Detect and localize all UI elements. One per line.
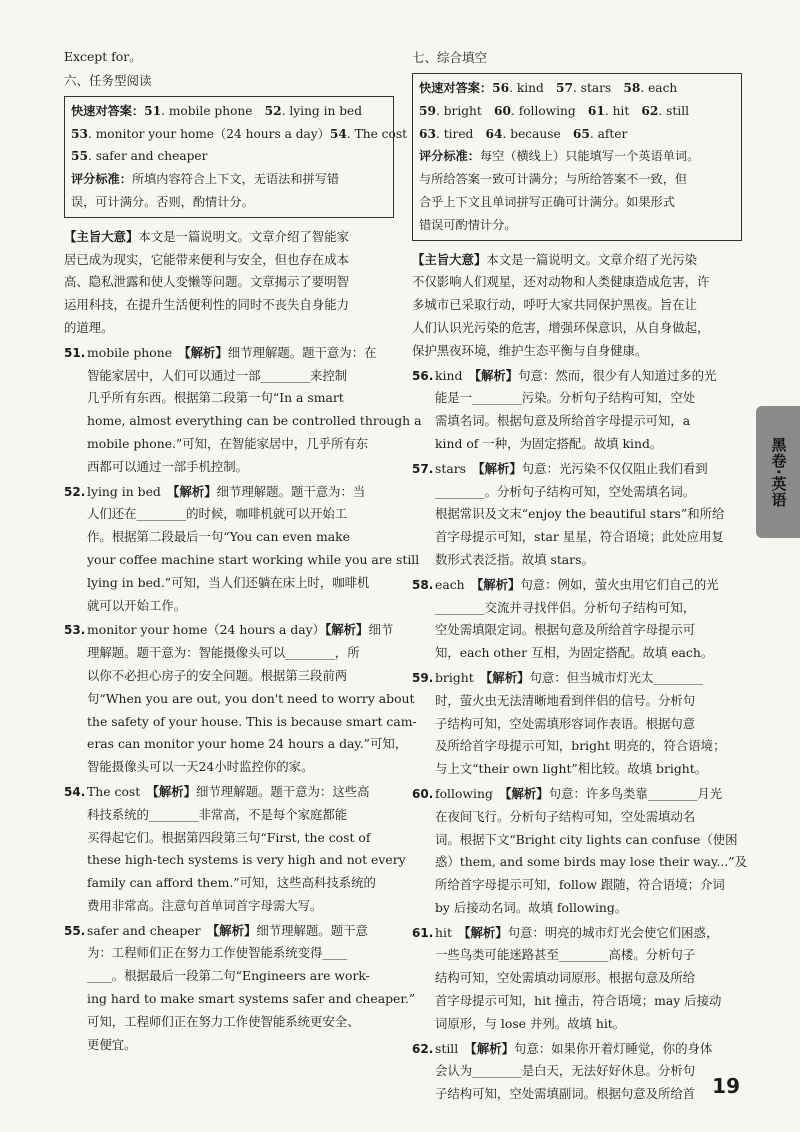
item-number: 55. (64, 923, 86, 938)
item-line (64, 365, 394, 388)
text-run: 【解析】 (152, 783, 197, 799)
item-first-line (412, 365, 742, 388)
item-first-line (412, 574, 742, 597)
item-line (64, 756, 394, 779)
answer-item (64, 481, 420, 618)
item-line (412, 967, 742, 990)
text-run: 53 (71, 126, 88, 141)
text-run: 误，可计满分。否则，酌情计分。 (71, 194, 254, 209)
text-run: 【解析】 (477, 576, 521, 592)
text-line (71, 191, 387, 214)
text-run: 64 (485, 126, 503, 141)
text-run: 细节理解题。题干意 (256, 922, 368, 938)
item-line (64, 1034, 394, 1057)
text-run: 结构可知，空处需填动词原形。根据句意及所给 (435, 970, 696, 986)
text-run: 【解析】 (212, 922, 257, 938)
text-run: 时，萤火虫无法清晰地看到伴侣的信号。分析句 (435, 692, 696, 708)
answer-item (412, 574, 742, 665)
text-line (64, 226, 394, 249)
text-line (419, 77, 735, 100)
text-run: 56 (492, 81, 510, 95)
section-title-cloze: 七、综合填空 (412, 50, 488, 65)
item-line (412, 597, 742, 620)
text-run: 59 (419, 103, 436, 118)
text-run: stars (435, 460, 479, 476)
text-run: 词原形，与 lose 并列。故填 hit。 (435, 1015, 626, 1031)
item-line (412, 806, 742, 829)
text-run: 智能家居中，人们可以通过一部________来控制 (87, 367, 348, 383)
item-number: 57. (412, 461, 434, 476)
text-run: 细节 (368, 622, 394, 638)
item-first-line (412, 667, 742, 690)
text-run: . lying in bed (281, 103, 363, 118)
text-run: 需填名词。根据句意及所给首字母提示可知，a (435, 413, 691, 429)
text-line (419, 168, 735, 191)
text-run: bright (435, 669, 487, 685)
answer-item (412, 922, 742, 1036)
item-line (64, 410, 422, 433)
text-run: 保护黑夜环境，维护生态平衡与自身健康。 (412, 342, 648, 358)
text-run: 评分标准： (71, 172, 132, 187)
text-run: family can afford them.”可知，这些高科技系统的 (87, 875, 376, 891)
side-tab (756, 406, 800, 538)
text-line (419, 100, 735, 123)
items-left (64, 342, 422, 1057)
item-line (412, 1060, 742, 1083)
item-line (64, 988, 416, 1011)
text-run: 居已成为现实，它能带来便利与安全，但也存在成本 (64, 251, 349, 267)
item-first-line (412, 1038, 742, 1061)
text-line (412, 249, 742, 272)
text-run: 空处需填限定词。根据句意及所给首字母提示可 (435, 622, 696, 638)
side-tab-label: 黑卷·英语 (769, 436, 788, 508)
text-run: 【解析】 (325, 622, 369, 638)
items-right (412, 365, 747, 1107)
text-run: 多城市已采取行动，呼吁大家共同保护黑夜。旨在让 (412, 297, 697, 313)
text-run: 【主旨大意】 (412, 251, 487, 267)
text-run: 错误可酌情计分。 (419, 217, 517, 232)
item-line (412, 433, 742, 456)
text-run: 细节理解题。题干意为：这些高 (196, 783, 370, 799)
item-number: 59. (412, 670, 434, 685)
text-run: 智能摄像头可以一天24小时监控你的家。 (87, 759, 314, 775)
answer-item (64, 920, 416, 1057)
item-line (412, 1083, 742, 1106)
text-run: 词。根据下文“Bright city lights can confuse（使困 (435, 831, 738, 847)
text-run: 以你不必担心房子的安全问题。根据第三段前两 (87, 667, 348, 683)
summary-left (64, 226, 394, 340)
answer-item (64, 342, 422, 479)
item-line (412, 642, 742, 665)
text-run: The cost (87, 783, 153, 799)
left-column (64, 46, 422, 1056)
text-run: 首字母提示可知，star 星星，符合语境；此处应用复 (435, 529, 724, 545)
text-run: ________交流并寻找伴侣。分析句子结构可知， (435, 599, 696, 615)
item-line (64, 965, 394, 988)
text-run: 所给首字母提示可知，follow 跟随，符合语境；介词 (435, 877, 725, 893)
text-run: 句意：光污染不仅仅阻止我们看到 (521, 460, 708, 476)
top-line: Except for。 (64, 49, 142, 64)
text-run: 【解析】 (173, 483, 217, 499)
text-run: 科技系统的________非常高，不是每个家庭都能 (87, 806, 348, 822)
text-run: 句意：然而，很少有人知道过多的光 (518, 367, 717, 383)
text-run: 句意：如果你开着灯睡觉，你的身体 (514, 1040, 713, 1056)
text-run: 及所给首字母提示可知，bright 明亮的，符合语境； (435, 738, 726, 754)
item-line (64, 1011, 394, 1034)
text-run: 【解析】 (505, 785, 549, 801)
text-run: 知，each other 互相，为固定搭配。故填 each。 (435, 645, 714, 661)
item-first-line (412, 783, 742, 806)
item-line (412, 735, 742, 758)
item-number: 51. (64, 345, 86, 360)
item-number: 52. (64, 484, 86, 499)
text-run: 能是一________污染。分析句子结构可知，空处 (435, 390, 696, 406)
text-run: 本文是一篇说明文。文章介绍了光污染 (486, 251, 697, 267)
item-first-line (64, 619, 394, 642)
text-run: 子结构可知，空处需填副词。根据句意及所给首 (435, 1086, 696, 1102)
text-run: 人们认识光污染的危害，增强环保意识，从自身做起， (412, 319, 710, 335)
item-first-line (64, 342, 394, 365)
text-run: 57 (555, 81, 573, 95)
item-line (64, 827, 394, 850)
text-run: . tired (435, 126, 486, 141)
text-run: 更便宜。 (87, 1036, 137, 1052)
text-line (419, 145, 735, 168)
item-line (64, 804, 394, 827)
section-title-task-reading: 六、任务型阅读 (64, 72, 152, 88)
text-run: 54 (329, 126, 347, 141)
text-run: kind (435, 367, 475, 383)
text-run: 为：工程师们正在努力工作使智能系统变得____ (87, 945, 348, 961)
text-run: 每空（横线上）只能填写一个英语单词。 (479, 149, 700, 164)
text-line (71, 168, 387, 191)
text-run: . mobile phone (161, 103, 265, 118)
right-column (412, 46, 747, 1106)
text-run: the safety of your house. This is because smart cam- (87, 713, 417, 729)
text-line (419, 123, 735, 146)
item-line (64, 387, 394, 410)
text-run: 62 (641, 103, 659, 118)
item-line (64, 642, 394, 665)
text-line (419, 191, 735, 214)
text-run: 理解题。题干意为：智能摄像头可以________，所 (87, 645, 360, 661)
text-run: 几乎所有东西。根据第二段第一句“In a smart (87, 390, 344, 406)
text-run: 子结构可知，空处需填形容词作表语。根据句意 (435, 715, 696, 731)
text-run: 51 (144, 103, 162, 118)
item-line (412, 758, 742, 781)
text-run: kind of 一种，为固定搭配。故填 kind。 (435, 435, 663, 451)
item-line (64, 456, 394, 479)
text-run: these high-tech systems is very high and not every (87, 852, 406, 868)
text-line (412, 340, 742, 363)
text-line (71, 123, 407, 146)
text-line (64, 317, 394, 340)
item-line (412, 503, 742, 526)
text-run: safer and cheaper (87, 922, 213, 938)
item-line (412, 387, 742, 410)
text-run: 句意：明亮的城市灯光会使它们困惑， (507, 924, 719, 940)
text-run: your coffee machine start working while you are still (87, 551, 420, 567)
item-number: 61. (412, 925, 434, 940)
text-run: . because (502, 126, 573, 141)
text-run: 本文是一篇说明文。文章介绍了智能家 (138, 228, 349, 244)
item-line (412, 990, 742, 1013)
summary-right (412, 249, 742, 363)
text-run: 在夜间飞行。分析句子结构可知，空处需填动名 (435, 808, 696, 824)
text-run: each (435, 576, 478, 592)
text-run: 【解析】 (486, 669, 530, 685)
text-run: 运用科技，在提升生活便利性的同时不丧失自身能力 (64, 297, 349, 313)
text-run: 细节理解题。题干意为：当 (216, 483, 366, 499)
text-run: 63 (419, 126, 436, 141)
text-run: 合乎上下文且单词拼写正确可计满分。如果形式 (419, 194, 675, 209)
item-first-line (412, 922, 742, 945)
item-line (412, 526, 742, 549)
item-line (64, 595, 394, 618)
text-run: . hit (604, 103, 642, 118)
text-run: 所填内容符合上下文，无语法和拼写错 (131, 172, 340, 187)
text-run: . each (640, 81, 678, 95)
text-run: ____。根据最后一段第二句“Engineers are work- (87, 968, 370, 984)
text-run: by 后接动名词。故填 following。 (435, 899, 628, 915)
text-run: ing hard to make smart systems safer and cheaper.” (87, 991, 416, 1007)
text-run: . still (658, 103, 689, 118)
text-run: mobile phone (87, 344, 185, 360)
text-run: . kind (509, 81, 556, 95)
text-run: 买得起它们。根据第四段第三句“First, the cost of (87, 829, 371, 845)
item-first-line (64, 481, 394, 504)
item-line (412, 829, 742, 852)
text-run: 快速对答案： (419, 81, 493, 95)
item-line (412, 851, 747, 874)
text-run: 52 (264, 103, 282, 118)
text-run: 一些鸟类可能迷路甚至________高楼。分析句子 (435, 947, 696, 963)
text-run: 61 (587, 103, 605, 118)
item-number: 62. (412, 1041, 434, 1056)
text-run: 西都可以通过一部手机控制。 (87, 458, 249, 474)
text-run: 【解析】 (478, 460, 522, 476)
item-line (412, 410, 742, 433)
text-line (64, 249, 394, 272)
text-run: lying in bed (87, 483, 174, 499)
text-run: 惑）them, and some birds may lose their way...”及 (435, 854, 747, 870)
text-run: 作。根据第二段最后一句“You can even make (87, 529, 350, 545)
text-run: 【解析】 (470, 1040, 514, 1056)
item-line (412, 713, 742, 736)
item-line (64, 849, 406, 872)
text-run: 句意：许多鸟类靠________月光 (548, 785, 723, 801)
text-run: ________。分析句子结构可知，空处需填名词。 (435, 483, 696, 499)
text-run: 58 (623, 81, 641, 95)
text-run: 【解析】 (464, 924, 508, 940)
answer-box-left (64, 96, 407, 218)
item-line (64, 872, 394, 895)
answer-item (64, 619, 417, 779)
item-number: 56. (412, 368, 434, 383)
text-run: 的道理。 (64, 319, 114, 335)
answer-box-right (412, 73, 742, 241)
item-line (412, 619, 742, 642)
text-line (64, 271, 394, 294)
item-first-line (64, 781, 394, 804)
text-run: 句意：例如，萤火虫用它们自己的光 (520, 576, 719, 592)
text-run: lying in bed.”可知，当人们还躺在床上时，咖啡机 (87, 574, 370, 590)
item-line (64, 895, 394, 918)
item-line (64, 733, 408, 756)
item-line (412, 897, 742, 920)
text-run: 55 (71, 149, 88, 164)
text-run: . safer and cheaper (87, 149, 208, 164)
item-number: 54. (64, 784, 86, 799)
text-run: 【解析】 (474, 367, 519, 383)
answer-item (412, 783, 747, 920)
text-line (71, 100, 387, 123)
text-run: 人们还在________的时候，咖啡机就可以开始工 (87, 506, 348, 522)
item-line (64, 688, 415, 711)
text-run: 60 (493, 103, 511, 118)
item-number: 60. (412, 786, 434, 801)
item-line (64, 526, 394, 549)
item-line (64, 503, 394, 526)
text-run: . after (589, 126, 628, 141)
item-line (412, 690, 742, 713)
text-run: monitor your home（24 hours a day） (87, 622, 326, 638)
item-line (64, 942, 394, 965)
item-line (412, 549, 742, 572)
text-run: 【主旨大意】 (64, 228, 139, 244)
text-run: 评分标准： (419, 149, 480, 164)
text-run: 65 (572, 126, 590, 141)
text-run: home, almost everything can be controlled through a (87, 413, 422, 429)
text-run: . bright (435, 103, 494, 118)
text-run: 费用非常高。注意句首单词首字母需大写。 (87, 897, 323, 913)
text-run: 数形式表泛指。故填 stars。 (435, 551, 594, 567)
text-run: . The cost (346, 126, 407, 141)
text-run: eras can monitor your home 24 hours a day.”可知， (87, 736, 408, 752)
text-run: hit (435, 924, 465, 940)
text-run: still (435, 1040, 471, 1056)
text-line (71, 145, 387, 168)
text-run: 与上文“their own light”相比较。故填 bright。 (435, 761, 708, 777)
answer-item (412, 365, 742, 456)
text-line (412, 317, 742, 340)
text-run: 会认为________是白天，无法好好休息。分析句 (435, 1063, 696, 1079)
answer-item (412, 667, 742, 781)
item-line (64, 572, 394, 595)
text-run: 高、隐私泄露和使人变懒等问题。文章揭示了要明智 (64, 274, 349, 290)
text-run: 不仅影响人们观星，还对动物和人类健康造成危害，许 (412, 274, 710, 290)
item-number: 58. (412, 577, 434, 592)
text-run: 快速对答案： (71, 103, 145, 118)
text-line (419, 214, 735, 237)
item-first-line (412, 458, 742, 481)
text-run: . monitor your home（24 hours a day） (87, 126, 330, 141)
item-first-line (64, 920, 394, 943)
text-line (412, 294, 742, 317)
text-run: . stars (572, 81, 624, 95)
text-run: 首字母提示可知，hit 撞击，符合语境；may 后接动 (435, 993, 722, 1009)
text-run: 细节理解题。题干意为：在 (227, 344, 377, 360)
item-line (64, 433, 394, 456)
item-line (412, 481, 742, 504)
text-line (64, 294, 394, 317)
text-run: following (435, 785, 506, 801)
text-run: 与所给答案一致可计满分；与所给答案不一致，但 (419, 172, 688, 187)
text-run: . following (510, 103, 588, 118)
text-line (412, 271, 742, 294)
text-run: mobile phone.”可知，在智能家居中，几乎所有东 (87, 435, 369, 451)
answer-item (64, 781, 406, 918)
text-run: 根据常识及文末“enjoy the beautiful stars”和所给 (435, 506, 725, 522)
item-number: 53. (64, 623, 86, 638)
answer-item (412, 458, 742, 572)
item-line (64, 711, 417, 734)
item-line (412, 1013, 742, 1036)
text-run: 句意：但当城市灯光太________ (529, 669, 703, 685)
item-line (412, 874, 742, 897)
page-number: 19 (712, 1074, 740, 1098)
text-run: 【解析】 (184, 344, 228, 360)
text-run: 句“When you are out, you don't need to worry about (87, 690, 415, 706)
answer-item (412, 1038, 742, 1106)
item-line (64, 665, 394, 688)
text-run: 就可以开始工作。 (87, 597, 187, 613)
text-run: 可知，工程师们正在努力工作使智能系统更安全、 (87, 1013, 360, 1029)
item-line (64, 549, 420, 572)
item-line (412, 944, 742, 967)
